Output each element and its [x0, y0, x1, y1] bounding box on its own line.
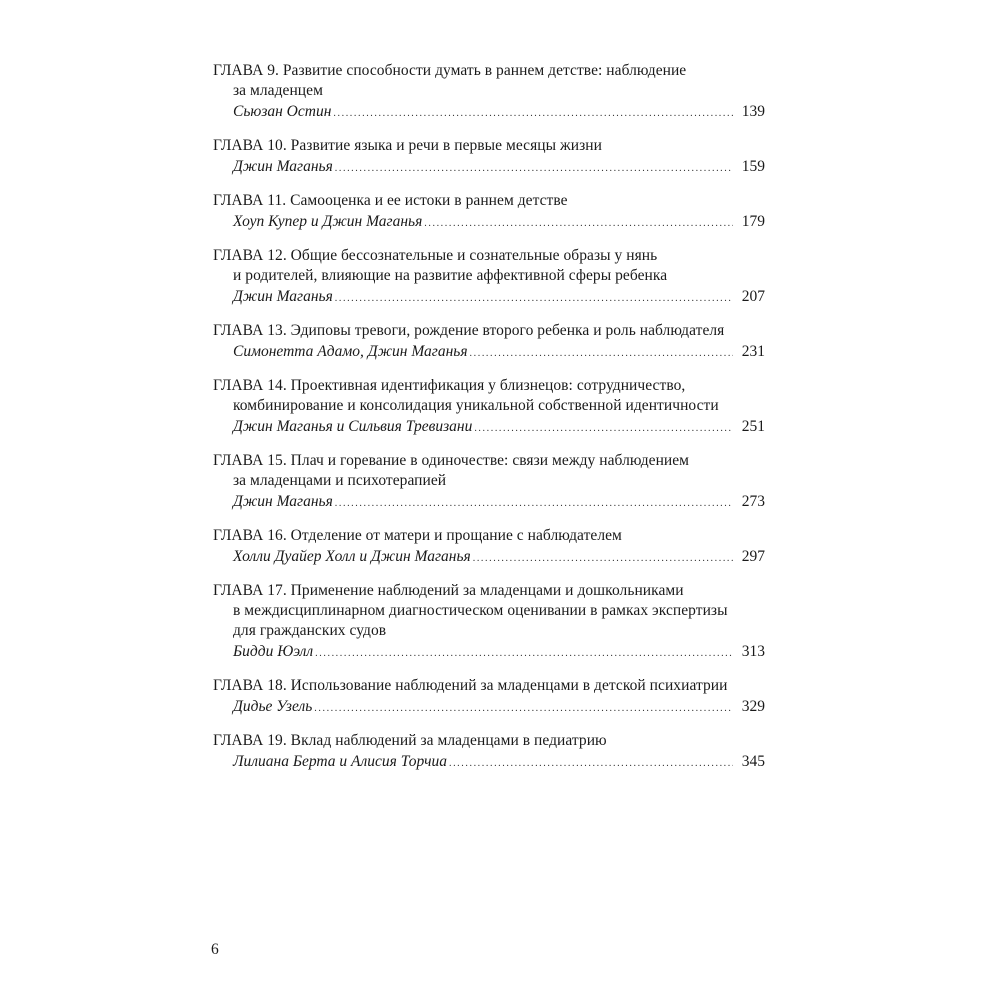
chapter-author: Сьюзан Остин [233, 103, 332, 120]
chapter-title [213, 581, 765, 641]
chapter-title-line: ГЛАВА 14. Проективная идентификация у близнецов: сотрудничество, [213, 377, 686, 394]
chapter-title-line: для гражданских судов [233, 622, 387, 639]
author-row [213, 157, 765, 179]
chapter-title-line: за младенцем [233, 82, 323, 99]
chapter-author: Джин Маганья и Сильвия Тревизани [233, 418, 473, 435]
chapter-title [213, 451, 765, 491]
chapter-title [213, 526, 765, 546]
dot-leader [424, 214, 733, 234]
table-of-contents [213, 61, 765, 786]
chapter-title-line: ГЛАВА 17. Применение наблюдений за младенцами и дошкольниками [213, 582, 684, 599]
chapter-title-line: и родителей, влияющие на развитие аффективной сферы ребенка [233, 267, 668, 284]
chapter-page-number: 139 [741, 103, 765, 120]
chapter-title-line: за младенцами и психотерапией [233, 472, 447, 489]
chapter-title-line: ГЛАВА 13. Эдиповы тревоги, рождение второго ребенка и роль наблюдателя [213, 322, 725, 339]
author-row [213, 102, 765, 124]
chapter-title-line: ГЛАВА 9. Развитие способности думать в раннем детстве: наблюдение [213, 62, 687, 79]
chapter-page-number: 273 [741, 493, 765, 510]
author-row [213, 752, 765, 774]
toc-entry [213, 376, 765, 439]
dot-leader [470, 344, 733, 364]
toc-entry [213, 526, 765, 569]
dot-leader [314, 699, 733, 719]
chapter-author: Лилиана Берта и Алисия Торчиа [233, 753, 447, 770]
toc-entry [213, 451, 765, 514]
chapter-author: Бидди Юэлл [233, 643, 314, 660]
dot-leader [449, 754, 733, 774]
chapter-title [213, 676, 765, 696]
chapter-title [213, 376, 765, 416]
chapter-page-number: 251 [741, 418, 765, 435]
author-row [213, 547, 765, 569]
toc-entry [213, 191, 765, 234]
author-row [213, 342, 765, 364]
author-row [213, 212, 765, 234]
author-row [213, 417, 765, 439]
dot-leader [333, 104, 733, 124]
chapter-author: Дидье Узель [233, 698, 313, 715]
toc-entry [213, 246, 765, 309]
chapter-author: Джин Маганья [233, 493, 333, 510]
chapter-title [213, 731, 765, 751]
author-row [213, 697, 765, 719]
chapter-title-line: ГЛАВА 12. Общие бессознательные и сознательные образы у нянь [213, 247, 658, 264]
chapter-author: Джин Маганья [233, 158, 333, 175]
author-row [213, 287, 765, 309]
chapter-page-number: 207 [741, 288, 765, 305]
author-row [213, 642, 765, 664]
chapter-page-number: 179 [741, 213, 765, 230]
toc-entry [213, 321, 765, 364]
chapter-title-line: ГЛАВА 11. Самооценка и ее истоки в раннем детстве [213, 192, 568, 209]
chapter-title-line: в междисциплинарном диагностическом оценивании в рамках экспертизы [233, 602, 728, 619]
chapter-author: Джин Маганья [233, 288, 333, 305]
toc-entry [213, 136, 765, 179]
page-number: 6 [211, 941, 219, 958]
chapter-title-line: ГЛАВА 19. Вклад наблюдений за младенцами в педиатрию [213, 732, 607, 749]
chapter-title [213, 136, 765, 156]
chapter-title-line: ГЛАВА 15. Плач и горевание в одиночестве: связи между наблюдением [213, 452, 690, 469]
chapter-author: Симонетта Адамо, Джин Маганья [233, 343, 468, 360]
toc-entry [213, 731, 765, 774]
dot-leader [474, 419, 733, 439]
chapter-author: Холли Дуайер Холл и Джин Маганья [233, 548, 471, 565]
dot-leader [473, 549, 733, 569]
chapter-title-line: ГЛАВА 16. Отделение от матери и прощание с наблюдателем [213, 527, 622, 544]
chapter-page-number: 345 [741, 753, 765, 770]
chapter-title-line: ГЛАВА 10. Развитие языка и речи в первые месяцы жизни [213, 137, 602, 154]
toc-entry [213, 676, 765, 719]
dot-leader [335, 289, 733, 309]
chapter-page-number: 231 [741, 343, 765, 360]
chapter-page-number: 159 [741, 158, 765, 175]
chapter-page-number: 313 [741, 643, 765, 660]
dot-leader [315, 644, 733, 664]
dot-leader [335, 494, 733, 514]
chapter-page-number: 297 [741, 548, 765, 565]
chapter-page-number: 329 [741, 698, 765, 715]
chapter-author: Хоуп Купер и Джин Маганья [233, 213, 423, 230]
toc-entry [213, 581, 765, 664]
chapter-title-line: комбинирование и консолидация уникальной собственной идентичности [233, 397, 719, 414]
toc-entry [213, 61, 765, 124]
chapter-title [213, 246, 765, 286]
chapter-title [213, 191, 765, 211]
chapter-title [213, 61, 765, 101]
chapter-title [213, 321, 765, 341]
author-row [213, 492, 765, 514]
chapter-title-line: ГЛАВА 18. Использование наблюдений за младенцами в детской психиатрии [213, 677, 728, 694]
dot-leader [335, 159, 733, 179]
